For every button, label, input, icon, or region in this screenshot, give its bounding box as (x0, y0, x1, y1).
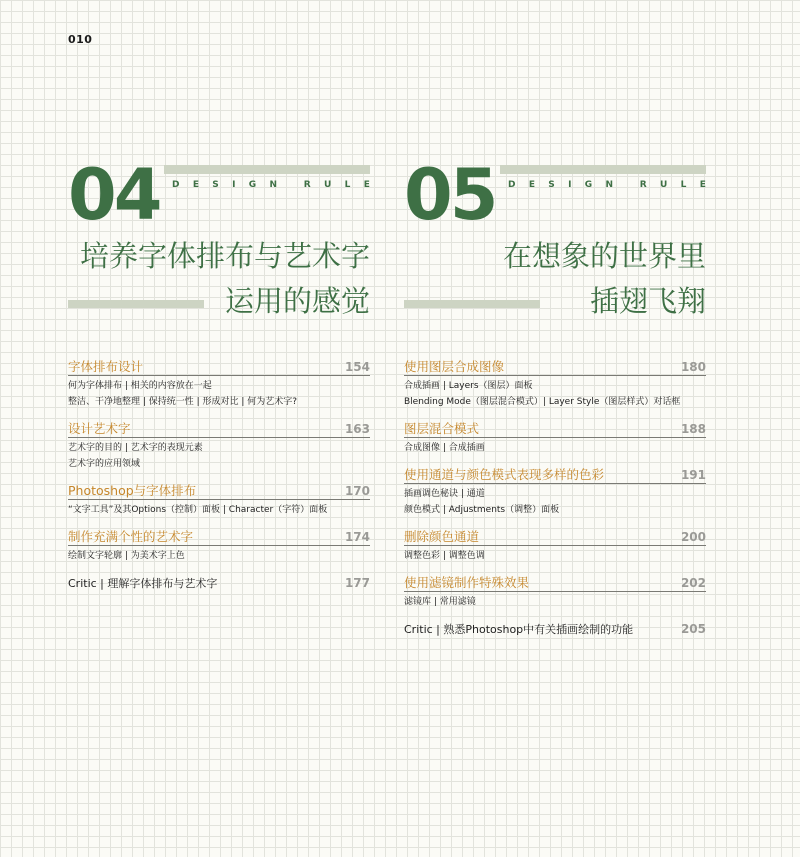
toc-subtopics: 插画调色秘诀 | 通道 (404, 489, 485, 499)
rule-letter: E (192, 180, 199, 190)
toc-section-title: 使用图层合成图像 (404, 359, 505, 374)
toc-page-number: 163 (344, 422, 370, 436)
chapter-title-line: 在想象的世界里 (502, 239, 706, 273)
toc-section (68, 527, 370, 564)
toc-section (404, 527, 706, 564)
toc-critic (68, 575, 370, 593)
rule-letter: G (248, 180, 257, 190)
toc-section-title: Critic | 熟悉Photoshop中有关插画绘制的功能 (404, 623, 634, 636)
rule-letter: U (659, 180, 668, 190)
toc-page-number: 202 (680, 576, 706, 590)
toc-section-header (404, 465, 706, 484)
toc-subtopics: 绘制文字轮廓 | 为美术字上色 (68, 551, 185, 561)
toc-page-number: 191 (680, 468, 706, 482)
chapter-underbar (68, 300, 204, 308)
toc-page-number: 200 (680, 530, 706, 544)
toc-section-header (68, 527, 370, 546)
toc-page-number: 174 (344, 530, 370, 544)
toc-critic (404, 621, 706, 639)
toc-subtopics: 调整色彩 | 调整色调 (404, 551, 485, 561)
toc-section-title: 使用滤镜制作特殊效果 (404, 575, 530, 590)
toc-page-number: 188 (680, 422, 706, 436)
rule-letter: S (548, 180, 555, 190)
toc-section-header (404, 419, 706, 438)
toc-section (404, 357, 706, 410)
toc-section (404, 465, 706, 518)
rule-letter: R (639, 180, 647, 190)
toc-subtopics: 艺术字的应用领域 (68, 459, 141, 469)
chapter-bar (164, 165, 370, 174)
design-rule-label (172, 180, 370, 190)
toc-page-number: 154 (344, 360, 370, 374)
toc-subtopics: 何为字体排布 | 相关的内容放在一起 (68, 381, 212, 391)
rule-letter: N (269, 180, 278, 190)
design-rule-label (508, 180, 706, 190)
toc-section-header (404, 357, 706, 376)
rule-letter: L (680, 180, 687, 190)
toc-section-header (68, 419, 370, 438)
toc-page-number: 205 (680, 622, 706, 636)
toc-section-title: 删除颜色通道 (404, 529, 480, 544)
toc-chapter-04 (68, 357, 370, 593)
chapter-title (80, 234, 370, 324)
toc-subtopics: 滤镜库 | 常用滤镜 (404, 597, 476, 607)
toc-section-title: 设计艺术字 (68, 421, 131, 436)
chapter-number: 04 (68, 154, 160, 236)
toc-page-number: 177 (344, 576, 370, 590)
chapter-title (503, 234, 706, 324)
toc-subtopics: 合成插画 | Layers（图层）面板 (404, 381, 533, 391)
rule-letter: I (568, 180, 572, 190)
page-number: 010 (68, 33, 93, 46)
toc-section-header (404, 573, 706, 592)
toc-section-header (404, 621, 706, 639)
toc-section (68, 357, 370, 410)
toc-section-title: 图层混合模式 (404, 421, 480, 436)
rule-letter: E (363, 180, 370, 190)
toc-section-header (404, 527, 706, 546)
toc-section (68, 481, 370, 518)
rule-letter: G (584, 180, 593, 190)
rule-letter: I (232, 180, 236, 190)
rule-letter: N (605, 180, 614, 190)
toc-subtopics: 艺术字的目的 | 艺术字的表现元素 (68, 443, 203, 453)
chapter-title-line: 插翅飞翔 (589, 284, 706, 318)
toc-chapter-05 (404, 357, 706, 639)
rule-letter: U (323, 180, 332, 190)
toc-section-title: 字体排布设计 (68, 359, 144, 374)
chapter-title-line: 运用的感觉 (224, 284, 370, 318)
toc-section-title: 制作充满个性的艺术字 (68, 529, 194, 544)
rule-letter: L (344, 180, 351, 190)
chapter-title-line: 培养字体排布与艺术字 (79, 239, 370, 273)
toc-subtopics: 整洁、干净地整理 | 保持统一性 | 形成对比 | 何为艺术字? (68, 397, 298, 407)
toc-section (404, 419, 706, 456)
chapter-number: 05 (404, 154, 496, 236)
toc-page-number: 170 (344, 484, 370, 498)
toc-section (68, 419, 370, 472)
rule-letter: R (303, 180, 311, 190)
chapter-bar (500, 165, 706, 174)
toc-section-header (68, 481, 370, 500)
toc-section-header (68, 575, 370, 593)
toc-subtopics: 颜色模式 | Adjustments（调整）面板 (404, 505, 560, 515)
toc-section-header (68, 357, 370, 376)
toc-subtopics: Blending Mode（图层混合模式）| Layer Style（图层样式）对话框 (404, 397, 681, 407)
chapter-underbar (404, 300, 540, 308)
rule-letter: D (508, 180, 516, 190)
rule-letter: S (212, 180, 219, 190)
toc-section-title: Critic | 理解字体排布与艺术字 (68, 577, 218, 590)
toc-page-number: 180 (680, 360, 706, 374)
toc-section (404, 573, 706, 610)
toc-subtopics: “文字工具”及其Options（控制）面板 | Character（字符）面板 (68, 505, 328, 515)
toc-section-title: 使用通道与颜色模式表现多样的色彩 (404, 467, 605, 482)
rule-letter: E (699, 180, 706, 190)
rule-letter: D (172, 180, 180, 190)
toc-subtopics: 合成图像 | 合成插画 (404, 443, 485, 453)
toc-section-title: Photoshop与字体排布 (68, 483, 197, 498)
rule-letter: E (528, 180, 535, 190)
